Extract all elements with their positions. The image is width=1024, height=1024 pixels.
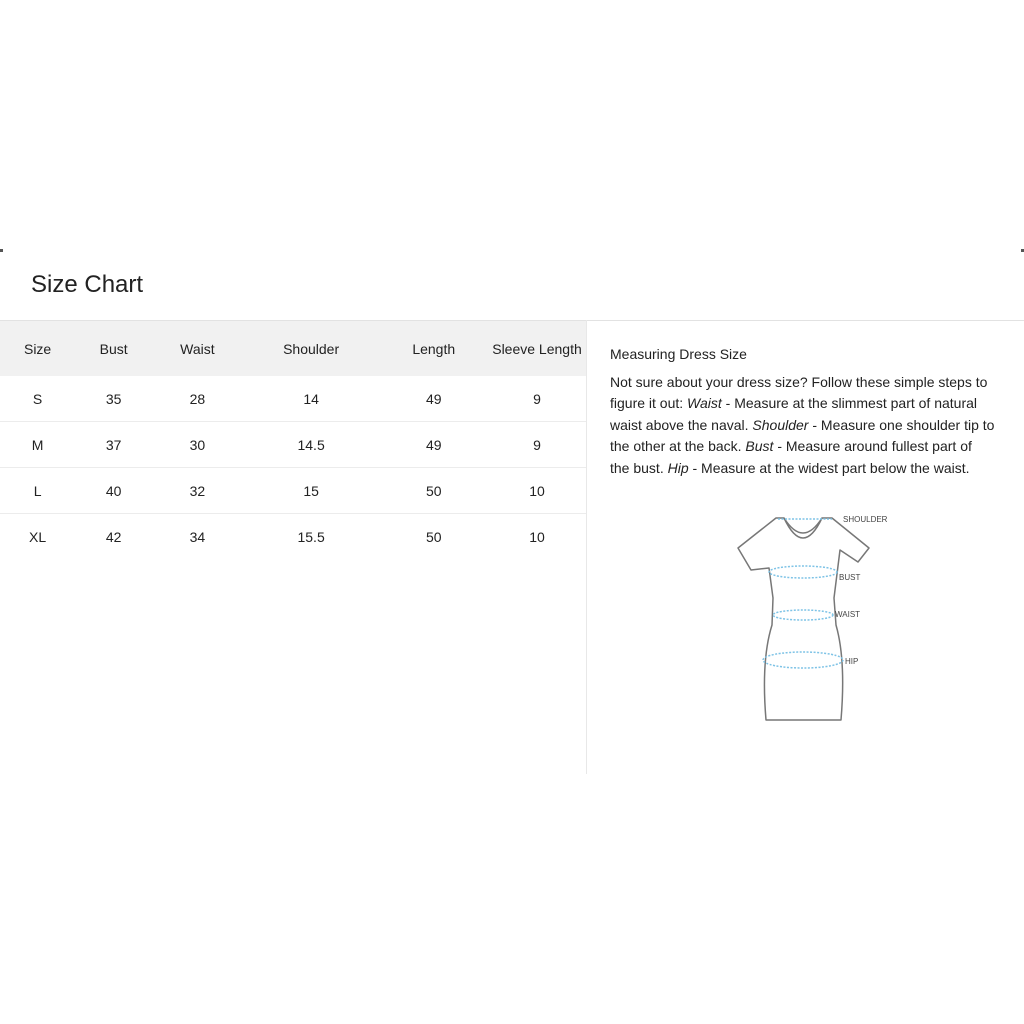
table-cell: 9 [488,376,586,422]
table-cell: 50 [379,468,488,514]
header-size: Size [0,321,75,376]
dress-diagram [736,510,896,725]
table-cell: 40 [75,468,152,514]
dress-outline [738,518,869,720]
term-hip: Hip [667,459,689,476]
table-cell: 15.5 [297,528,325,545]
label-waist: WAIST [835,610,861,619]
term-bust: Bust [745,438,774,454]
table-cell: S [0,376,75,422]
table-cell: XL [29,528,47,545]
table-cell: 14 [243,376,380,422]
guide-intro: Not sure about your dress size? Follow these simple steps to figure it out: [610,373,988,411]
step-bust: - Measure around fullest part of the bust. [610,438,972,476]
corner-mark-left [0,249,3,252]
step-shoulder: - Measure one shoulder tip to the other at the back. [610,416,995,454]
table-cell: 37 [75,422,152,468]
label-shoulder: SHOULDER [843,515,888,524]
table-cell: 14.5 [243,422,380,468]
table-row [0,468,586,514]
size-table [0,321,586,559]
table-cell: 28 [152,376,243,422]
table-cell: 35 [75,376,152,422]
column-divider [586,320,587,774]
table-cell: 42 [105,528,122,545]
table-row [0,376,586,422]
header-sleeve-length: Sleeve Length [488,321,586,376]
table-cell: M [0,422,75,468]
table-cell: 34 [189,528,206,545]
table-cell: 32 [152,468,243,514]
table-cell: 49 [379,376,488,422]
guide-body [610,372,995,480]
table-cell: 10 [488,468,586,514]
table-header-row [0,321,586,376]
header-bust: Bust [75,321,152,376]
table-cell: 30 [152,422,243,468]
guide-heading: Measuring Dress Size [610,346,747,362]
measuring-guide [610,344,995,479]
table-cell: 50 [425,528,442,545]
header-waist: Waist [152,321,243,376]
table-cell: 49 [379,422,488,468]
term-shoulder: Shoulder [752,416,809,433]
table-row [0,422,586,468]
table-cell: L [0,468,75,514]
table-row [0,514,586,560]
header-shoulder: Shoulder [243,321,380,376]
header-length: Length [379,321,488,376]
table-cell: 10 [529,528,545,545]
table-cell: 9 [488,422,586,468]
label-bust: BUST [839,573,861,582]
term-waist: Waist [687,395,722,411]
step-hip: - Measure at the widest part below the waist. [688,459,970,476]
table-cell: 15 [243,468,380,514]
step-waist: - Measure at the slimmest part of natural waist above the naval. [610,395,978,433]
page-title: Size Chart [31,271,144,298]
label-hip: HIP [845,657,859,666]
